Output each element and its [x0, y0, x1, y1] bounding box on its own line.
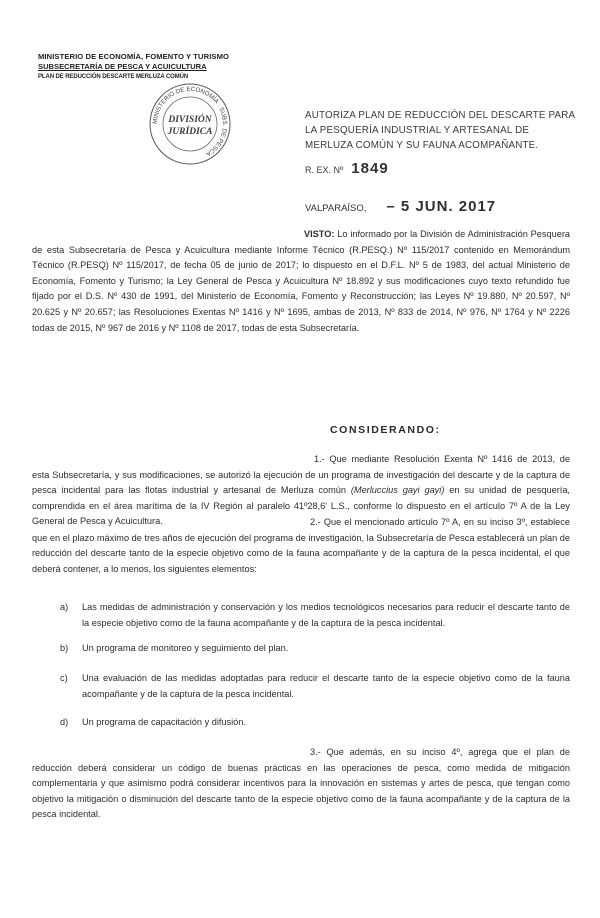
division-juridica-stamp [148, 82, 232, 166]
list-marker: a) [60, 602, 69, 612]
list-item [60, 600, 570, 631]
resolution-number: 1849 [351, 160, 389, 177]
stamp-ring-text: MINISTERIO DE ECONOMÍA · SUBS. DE PESCA [151, 85, 229, 158]
list-item-text: Un programa de monitoreo y seguimiento del plan. [82, 643, 289, 653]
p1-text-pre: 1.- Que mediante Resolución Exenta Nº 1416 de 2013, de esta Subsecretaría, y sus modificaciones, se autorizó la ejecución de un programa de investigación del descarte y de la captura de pesca incidental para las flotas industrial y artesanal de Merluza común [32, 454, 570, 496]
list-marker: b) [60, 643, 69, 653]
list-item-text: Un programa de capacitación y difusión. [82, 717, 246, 727]
list-item [60, 715, 570, 731]
subsecretaria-name: SUBSECRETARÍA DE PESCA Y ACUICULTURA [38, 62, 207, 71]
list-item-text: Las medidas de administración y conservación y los medios tecnológicos necesarios para reducir el descarte tanto de la especie objetivo como de la fauna acompañante y de la captura de la pesca incidental. [82, 602, 570, 628]
visto-paragraph [32, 227, 570, 336]
stamp-line-2: JURÍDICA [167, 127, 213, 137]
letterhead [38, 52, 278, 82]
list-item [60, 641, 570, 657]
resolution-subject: AUTORIZA PLAN DE REDUCCIÓN DEL DESCARTE PARA LA PESQUERÍA INDUSTRIAL Y ARTESANAL DE MERLUZA COMÚN Y SU FAUNA ACOMPAÑANTE. [305, 110, 575, 151]
visto-text: Lo informado por la División de Administración Pesquera de esta Subsecretaría de Pesca y Acuicultura mediante Informe Técnico (R.PESQ.) Nº 115/2017 contenido en Memorándum Técnico (R.PESQ) Nº 115/2017, de fecha 05 de junio de 2017; lo dispuesto en el D.F.L. Nº 5 de 1983, del actual Ministerio de Economía, Fomento y Turismo; la Ley General de Pesca y Acuicultura Nº 18.892 y sus modificaciones cuyo texto refundido fue fijado por el D.S. Nº 430 de 1991, del Ministerio de Economía, Fomento y Reconstrucción; las Leyes Nº 19.880, Nº 20.597, Nº 20.625 y Nº 20.657; las Resoluciones Exentas Nº 1416 y Nº 1695, ambas de 2013, Nº 833 de 2014, Nº 976, Nº 1764 y Nº 2226 todas de 2015, Nº 967 de 2016 y Nº 1108 de 2017, todas de esta Subsecretaría. [32, 229, 570, 333]
stamp-line-1: DIVISIÓN [168, 115, 212, 125]
considerando-heading: CONSIDERANDO: [330, 424, 441, 436]
species-name: (Merluccius gayi gayi) [350, 485, 445, 496]
list-item-text: Una evaluación de las medidas adoptadas para reducir el descarte tanto de la especie objetivo como de la fauna acompañante y de la captura de la pesca incidental. [82, 673, 570, 699]
resolution-number-line [305, 160, 389, 177]
resolution-date: – 5 JUN. 2017 [386, 198, 497, 215]
considerando-paragraph-3: 3.- Que además, en su inciso 4º, agrega que el plan de reducción deberá considerar un código de buenas prácticas en las operaciones de pesca, como medida de mitigación complementaria y que asimismo podrá considerar incentivos para la innovación en sistemas y artes de pesca, que tengan como objetivo la mitigación o disminución del descarte tanto de la especie objetivo como de la fauna acompañante y de la captura de la pesca incidental. [32, 747, 570, 820]
city: VALPARAÍSO, [305, 203, 367, 214]
p1-text-post: en su unidad de pesquería, comprendida en el área marítima de la IV Región al paralelo 41º28,6' L.S., conforme lo dispuesto en el artículo 7º A de la Ley General de Pesca y Acuicultura. [32, 485, 570, 527]
list-item [60, 671, 570, 702]
resolution-label: R. EX. Nº [305, 165, 344, 175]
list-marker: d) [60, 717, 69, 727]
considerando-paragraph-2: 2.- Que el mencionado artículo 7º A, en su inciso 3º, establece que en el plazo máximo de tres años de ejecución del programa de investigación, la Subsecretaría de Pesca establecerá un plan de reducción del descarte tanto de la especie objetivo como de la fauna acompañante y de la captura de la pesca incidental, el que deberá contener, a lo menos, los siguientes elementos: [32, 517, 570, 574]
ministry-name: MINISTERIO DE ECONOMÍA, FOMENTO Y TURISMO [38, 52, 230, 61]
visto-label: VISTO: [304, 229, 335, 239]
place-date-line [305, 198, 496, 215]
list-marker: c) [60, 673, 68, 683]
plan-name: PLAN DE REDUCCIÓN DESCARTE MERLUZA COMÚN [38, 74, 189, 80]
